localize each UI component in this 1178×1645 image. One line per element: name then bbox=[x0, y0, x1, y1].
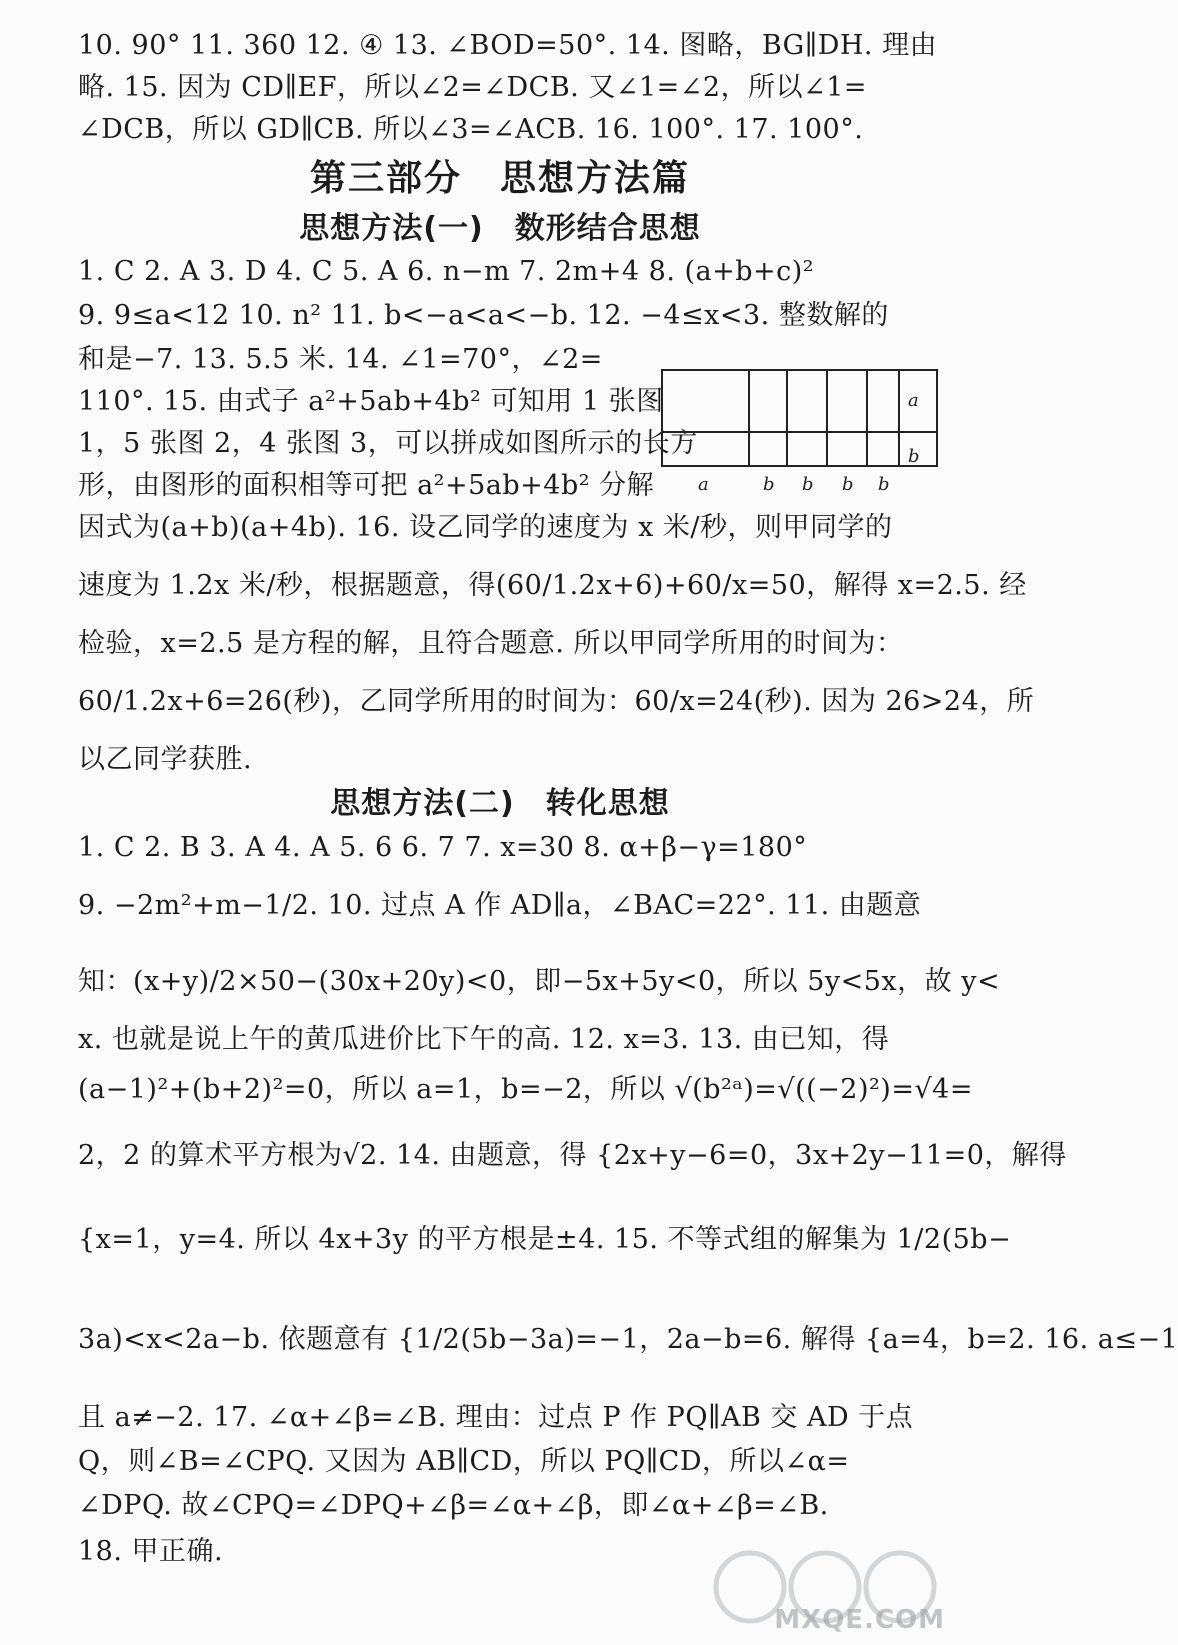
rectangle-tiling-figure bbox=[662, 368, 952, 508]
text-line: 60/1.2x+6=26(秒)，乙同学所用的时间为：60/x=24(秒). 因为 26>24，所 bbox=[78, 686, 1035, 717]
label-bottom: b bbox=[802, 474, 814, 495]
text-line: 9. 9≤a<12 10. n² 11. b<−a<a<−b. 12. −4≤x<3. 整数解的 bbox=[78, 300, 889, 331]
text-line: 2，2 的算术平方根为√2. 14. 由题意，得 {2x+y−6=0，3x+2y−11=0，解得 bbox=[78, 1140, 1067, 1171]
tiling-diagram bbox=[662, 368, 952, 508]
text-line: 9. −2m²+m−1/2. 10. 过点 A 作 AD∥a，∠BAC=22°. 11. 由题意 bbox=[78, 890, 922, 921]
label-bottom: b bbox=[878, 474, 890, 495]
text-line: 因式为(a+b)(a+4b). 16. 设乙同学的速度为 x 米/秒，则甲同学的 bbox=[78, 512, 893, 543]
text-line: 1. C 2. A 3. D 4. C 5. A 6. n−m 7. 2m+4 8. (a+b+c)² bbox=[78, 256, 815, 287]
section-title: 思想方法(二) 转化思想 bbox=[330, 786, 670, 821]
text-line: 知：(x+y)/2×50−(30x+20y)<0，即−5x+5y<0，所以 5y<5x，故 y< bbox=[78, 966, 1001, 997]
section-title: 思想方法(一) 数形结合思想 bbox=[299, 211, 701, 246]
watermark-text: MXQE.COM bbox=[774, 1605, 945, 1635]
text-line: ∠DCB，所以 GD∥CB. 所以∠3=∠ACB. 16. 100°. 17. 100°. bbox=[78, 114, 864, 145]
text-line: 检验，x=2.5 是方程的解，且符合题意. 所以甲同学所用的时间为： bbox=[78, 628, 904, 659]
label-bottom: a bbox=[698, 474, 709, 495]
text-line: 以乙同学获胜. bbox=[78, 744, 253, 775]
text-line: {x=1，y=4. 所以 4x+3y 的平方根是±4. 15. 不等式组的解集为 1/2(5b− bbox=[78, 1224, 1012, 1255]
text-line: 18. 甲正确. bbox=[78, 1536, 224, 1567]
text-line: 110°. 15. 由式子 a²+5ab+4b² 可知用 1 张图 bbox=[78, 386, 664, 417]
text-line: 略. 15. 因为 CD∥EF，所以∠2=∠DCB. 又∠1=∠2，所以∠1= bbox=[78, 72, 867, 103]
text-line: ∠DPQ. 故∠CPQ=∠DPQ+∠β=∠α+∠β，即∠α+∠β=∠B. bbox=[78, 1490, 829, 1521]
part-title: 第三部分 思想方法篇 bbox=[309, 158, 690, 199]
text-line: 速度为 1.2x 米/秒，根据题意，得(60/1.2x+6)+60/x=50，解得 x=2.5. 经 bbox=[78, 570, 1027, 601]
text-line: x. 也就是说上午的黄瓜进价比下午的高. 12. x=3. 13. 由已知，得 bbox=[78, 1024, 890, 1055]
text-line: 1，5 张图 2，4 张图 3，可以拼成如图所示的长方 bbox=[78, 428, 698, 459]
text-line: 3a)<x<2a−b. 依题意有 {1/2(5b−3a)=−1，2a−b=6. 解得 {a=4，b=2. 16. a≤−1 bbox=[78, 1324, 1178, 1355]
outer-rectangle bbox=[662, 370, 937, 466]
label-b-right: b bbox=[908, 446, 920, 467]
text-line: 形，由图形的面积相等可把 a²+5ab+4b² 分解 bbox=[78, 470, 655, 501]
text-line: Q，则∠B=∠CPQ. 又因为 AB∥CD，所以 PQ∥CD，所以∠α= bbox=[78, 1446, 850, 1477]
label-bottom: b bbox=[763, 474, 775, 495]
label-a-right: a bbox=[908, 390, 919, 411]
text-line: (a−1)²+(b+2)²=0，所以 a=1，b=−2，所以 √(b²ᵃ)=√((−2)²)=√4= bbox=[78, 1074, 973, 1105]
text-line: 10. 90° 11. 360 12. ④ 13. ∠BOD=50°. 14. 图略，BG∥DH. 理由 bbox=[78, 30, 938, 61]
label-bottom: b bbox=[842, 474, 854, 495]
text-line: 1. C 2. B 3. A 4. A 5. 6 6. 7 7. x=30 8. α+β−γ=180° bbox=[78, 832, 808, 863]
text-line: 且 a≠−2. 17. ∠α+∠β=∠B. 理由：过点 P 作 PQ∥AB 交 AD 于点 bbox=[78, 1402, 914, 1433]
text-line: 和是−7. 13. 5.5 米. 14. ∠1=70°，∠2= bbox=[78, 344, 603, 375]
